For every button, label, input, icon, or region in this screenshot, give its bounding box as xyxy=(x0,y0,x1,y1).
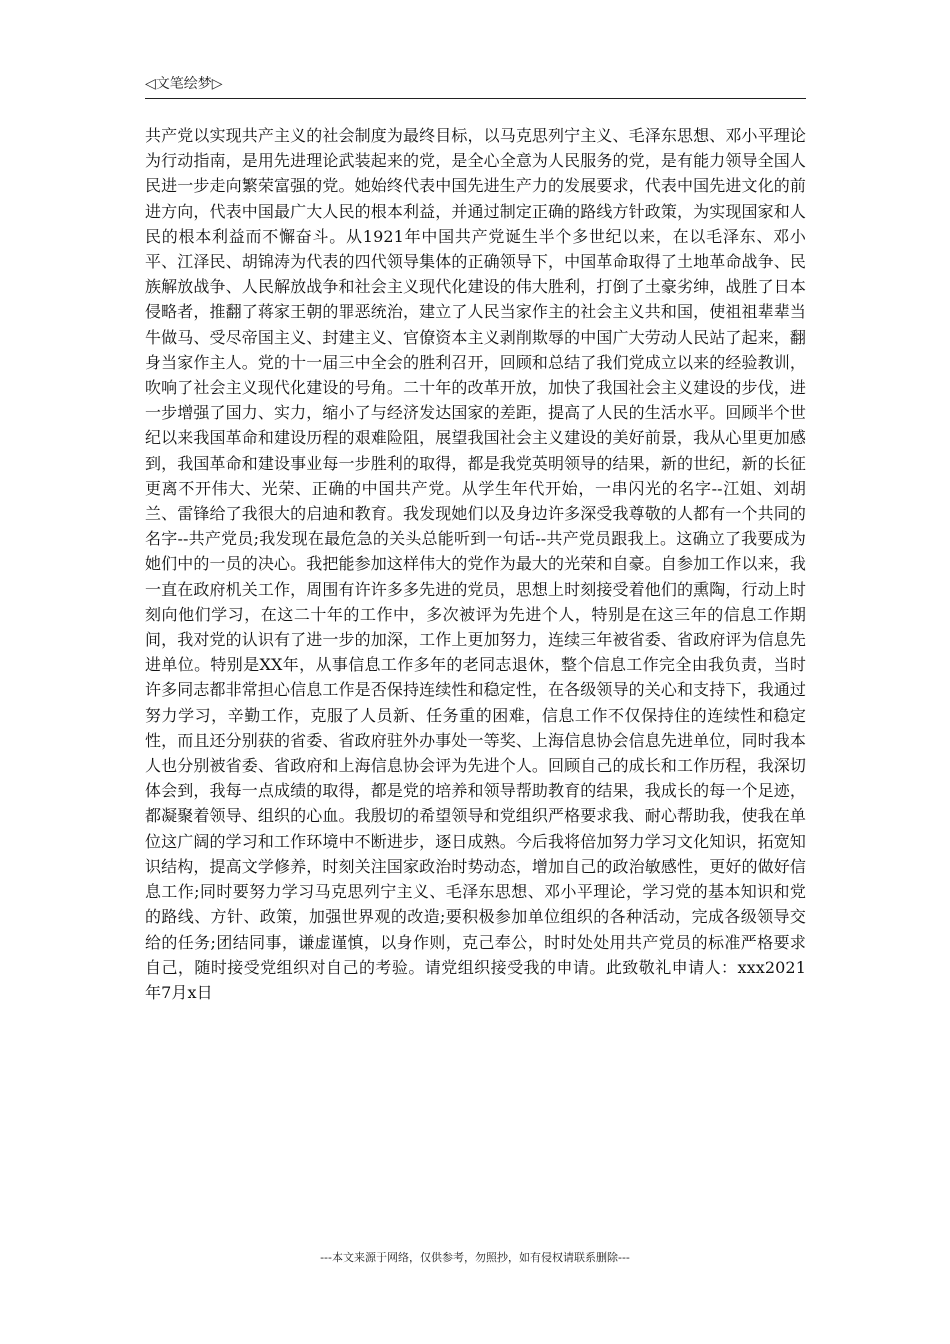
document-body: 共产党以实现共产主义的社会制度为最终目标，以马克思列宁主义、毛泽东思想、邓小平理论为行动指南，是用先进理论武装起来的党，是全心全意为人民服务的党，是有能力领导全国人民进一步走向繁荣富强的党。她始终代表中国先进生产力的发展要求，代表中国先进文化的前进方向，代表中国最广大人民的根本利益，并通过制定正确的路线方针政策，为实现国家和人民的根本利益而不懈奋斗。从1921年中国共产党诞生半个多世纪以来，在以毛泽东、邓小平、江泽民、胡锦涛为代表的四代领导集体的正确领导下，中国革命取得了土地革命战争、民族解放战争、人民解放战争和社会主义现代化建设的伟大胜利，打倒了土豪劣绅，战胜了日本侵略者，推翻了蒋家王朝的罪恶统治，建立了人民当家作主的社会主义共和国，使祖祖辈辈当牛做马、受尽帝国主义、封建主义、官僚资本主义剥削欺辱的中国广大劳动人民站了起来，翻身当家作主人。党的十一届三中全会的胜利召开，回顾和总结了我们党成立以来的经验教训，吹响了社会主义现代化建设的号角。二十年的改革开放，加快了我国社会主义建设的步伐，进一步增强了国力、实力，缩小了与经济发达国家的差距，提高了人民的生活水平。回顾半个世纪以来我国革命和建设历程的艰难险阻，展望我国社会主义建设的美好前景，我从心里更加感到，我国革命和建设事业每一步胜利的取得，都是我党英明领导的结果，新的世纪，新的长征更离不开伟大、光荣、正确的中国共产党。从学生年代开始，一串闪光的名字--江姐、刘胡兰、雷锋给了我很大的启迪和教育。我发现她们以及身边许多深受我尊敬的人都有一个共同的名字--共产党员;我发现在最危急的关头总能听到一句话--共产党员跟我上。这确立了我要成为她们中的一员的决心。我把能参加这样伟大的党作为最大的光荣和自豪。自参加工作以来，我一直在政府机关工作，周围有许许多多先进的党员，思想上时刻接受着他们的熏陶，行动上时刻向他们学习，在这二十年的工作中，多次被评为先进个人，特别是在这三年的信息工作期间，我对党的认识有了进一步的加深，工作上更加努力，连续三年被省委、省政府评为信息先进单位。特别是XX年，从事信息工作多年的老同志退休，整个信息工作完全由我负责，当时许多同志都非常担心信息工作是否保持连续性和稳定性，在各级领导的关心和支持下，我通过努力学习，辛勤工作，克服了人员新、任务重的困难，信息工作不仅保持住的连续性和稳定性，而且还分别获的省委、省政府驻外办事处一等奖、上海信息协会信息先进单位，同时我本人也分别被省委、省政府和上海信息协会评为先进个人。回顾自己的成长和工作历程，我深切体会到，我每一点成绩的取得，都是党的培养和领导帮助教育的结果，我成长的每一个足迹，都凝聚着领导、组织的心血。我殷切的希望领导和党组织严格要求我、耐心帮助我，使我在单位这广阔的学习和工作环境中不断进步，逐日成熟。今后我将倍加努力学习文化知识，拓宽知识结构，提高文学修养，时刻关注国家政治时势动态，增加自己的政治敏感性，更好的做好信息工作;同时要努力学习马克思列宁主义、毛泽东思想、邓小平理论，学习党的基本知识和党的路线、方针、政策，加强世界观的改造;要积极参加单位组织的各种活动，完成各级领导交给的任务;团结同事，谦虚谨慎，以身作则，克己奉公，时时处处用共产党员的标准严格要求自己，随时接受党组织对自己的考验。请党组织接受我的申请。此致敬礼申请人：xxx2021年7月x日 xyxy=(145,126,806,1002)
page-header xyxy=(145,74,806,99)
page-footer: ---本文来源于网络，仅供参考，勿照抄，如有侵权请联系删除--- xyxy=(320,1251,630,1264)
header-label: ◁文笔绘梦▷ xyxy=(145,76,223,92)
